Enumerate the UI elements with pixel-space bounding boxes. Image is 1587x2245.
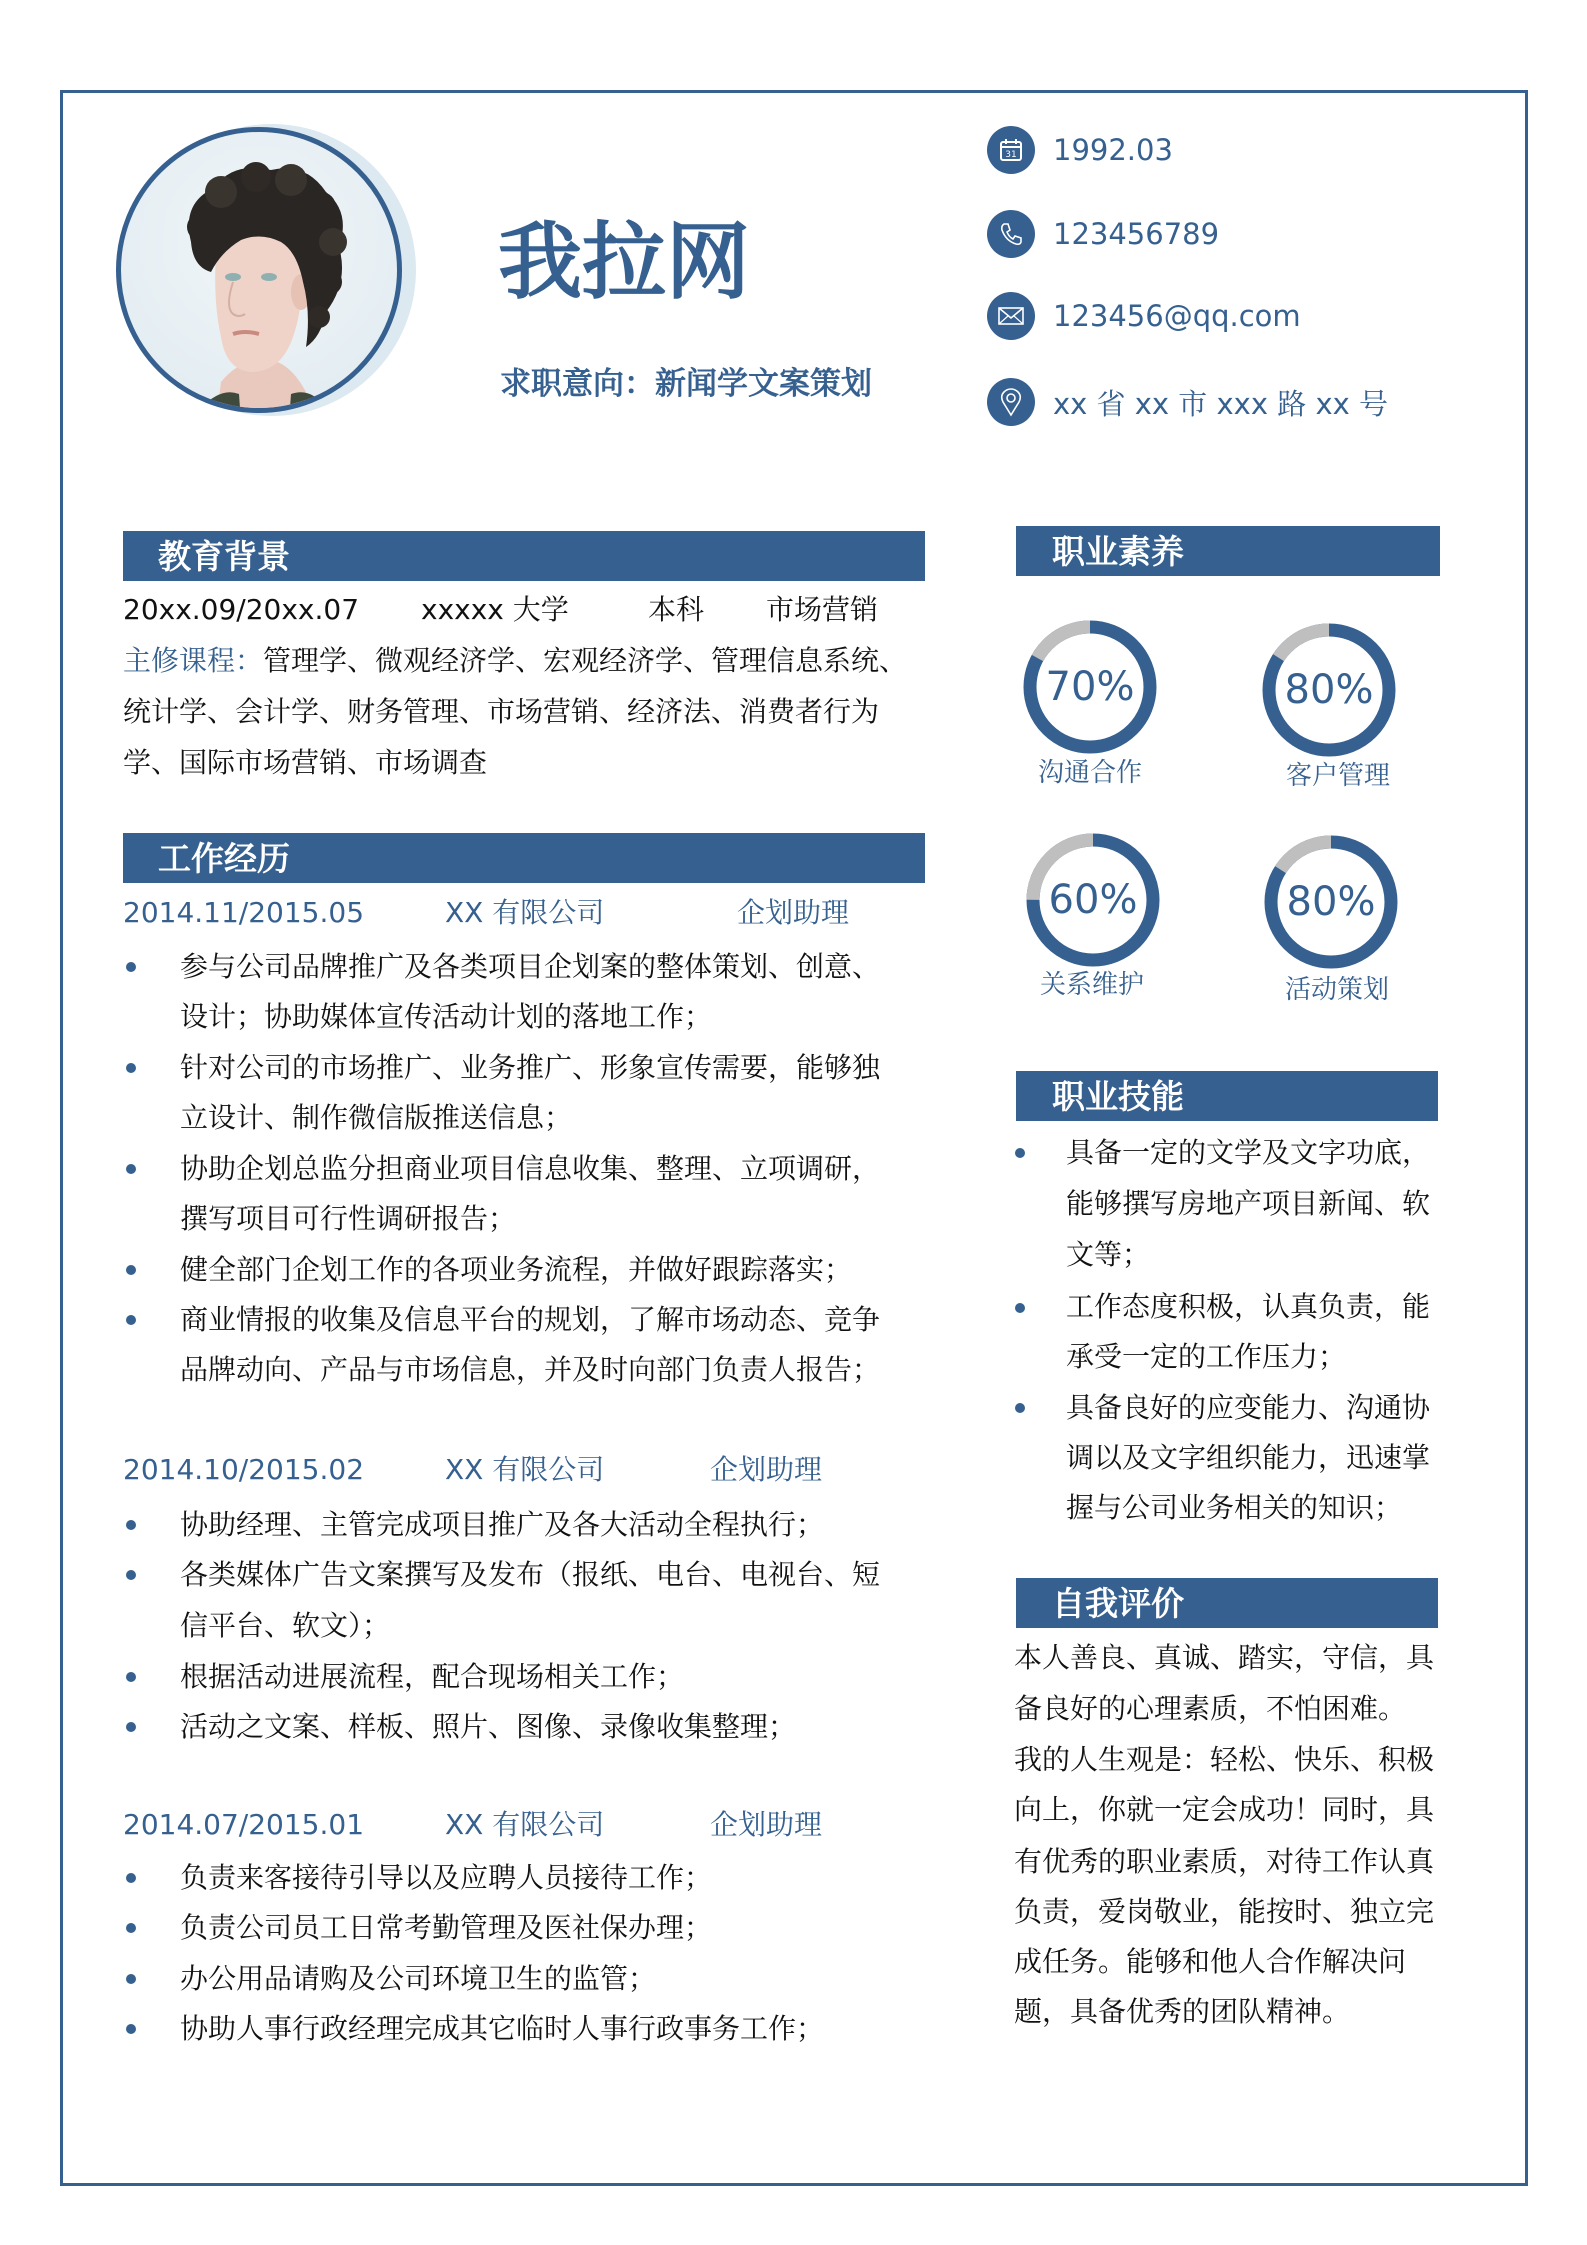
self-eval-line-4: 向上，你就一定会成功！同时，具 <box>1014 1793 1435 1826</box>
skill-ring-relationship <box>1026 833 1160 967</box>
bullet-icon <box>126 1974 136 1984</box>
address-text: xx 省 xx 市 xxx 路 xx 号 <box>1053 386 1388 421</box>
calendar-icon <box>987 126 1035 174</box>
job-1-bullet-1-line-1: 参与公司品牌推广及各类项目企划案的整体策划、创意、 <box>180 950 881 983</box>
contact-email <box>987 292 1301 340</box>
courses-line-2: 统计学、会计学、财务管理、市场营销、经济法、消费者行为 <box>123 695 880 728</box>
bullet-icon <box>126 1063 136 1073</box>
avatar <box>116 127 402 413</box>
skill-3-line-2: 调以及文字组织能力，迅速掌 <box>1066 1441 1431 1474</box>
candidate-name: 我拉网 <box>498 213 751 311</box>
courses-line-1 <box>123 636 907 686</box>
ring-percent: 70% <box>1045 664 1135 710</box>
job-intent: 求职意向：新闻学文案策划 <box>500 366 872 402</box>
bullet-icon <box>126 1315 136 1325</box>
bullet-icon <box>1015 1303 1025 1313</box>
education-school: xxxxx 大学 <box>421 593 569 626</box>
job-1-bullet-2-line-1: 针对公司的市场推广、业务推广、形象宣传需要，能够独 <box>180 1051 881 1084</box>
job-3-bullet-1-line-1: 负责来客接待引导以及应聘人员接待工作； <box>180 1861 713 1894</box>
skill-ring-communication <box>1023 620 1157 754</box>
job-1-period: 2014.11/2015.05 <box>123 896 365 929</box>
job-2-period: 2014.10/2015.02 <box>123 1453 365 1486</box>
bullet-icon <box>1015 1148 1025 1158</box>
job-1-company: XX 有限公司 <box>445 896 605 929</box>
ring-label: 客户管理 <box>1285 761 1390 791</box>
contact-phone <box>987 210 1219 258</box>
section-header-skills: 职业技能 <box>1016 1071 1438 1121</box>
portrait-illustration <box>121 132 397 408</box>
courses-label: 主修课程： <box>123 644 264 677</box>
education-major: 市场营销 <box>766 593 879 626</box>
job-1-bullet-4-line-1: 健全部门企划工作的各项业务流程，并做好跟踪落实； <box>180 1253 853 1286</box>
courses-text: 管理学、微观经济学、宏观经济学、管理信息系统、 <box>263 644 908 677</box>
job-1-bullet-5-line-1: 商业情报的收集及信息平台的规划，了解市场动态、竞争 <box>180 1303 881 1336</box>
skill-ring-customer-management <box>1262 623 1396 757</box>
self-eval-line-7: 成任务。能够和他人合作解决问 <box>1014 1945 1407 1978</box>
self-eval-line-1: 本人善良、真诚、踏实，守信，具 <box>1014 1641 1435 1674</box>
skill-1-line-2: 能够撰写房地产项目新闻、软 <box>1066 1187 1431 1220</box>
phone-text: 123456789 <box>1053 217 1220 251</box>
bullet-icon <box>126 1923 136 1933</box>
ring-label: 关系维护 <box>1039 970 1144 1000</box>
job-3-bullet-2-line-1: 负责公司员工日常考勤管理及医社保办理； <box>180 1911 713 1944</box>
job-3-company: XX 有限公司 <box>445 1808 605 1841</box>
job-2-company: XX 有限公司 <box>445 1453 605 1486</box>
job-1-role: 企划助理 <box>737 896 850 929</box>
self-eval-line-8: 题，具备优秀的团队精神。 <box>1014 1995 1351 2028</box>
bullet-icon <box>126 1520 136 1530</box>
section-header-qualities: 职业素养 <box>1016 526 1440 576</box>
section-header-experience: 工作经历 <box>123 833 925 883</box>
bullet-icon <box>1015 1403 1025 1413</box>
bullet-icon <box>126 2024 136 2034</box>
phone-icon <box>987 210 1035 258</box>
job-1-bullet-5-line-2: 品牌动向、产品与市场信息，并及时向部门负责人报告； <box>180 1353 881 1386</box>
self-eval-line-3: 我的人生观是：轻松、快乐、积极 <box>1014 1743 1435 1776</box>
skill-1-line-1: 具备一定的文学及文字功底， <box>1066 1136 1431 1169</box>
bullet-icon <box>126 1265 136 1275</box>
ring-percent: 60% <box>1048 877 1138 923</box>
bullet-icon <box>126 1570 136 1580</box>
skill-1-line-3: 文等； <box>1066 1238 1151 1271</box>
ring-label: 活动策划 <box>1284 975 1389 1005</box>
skill-2-line-2: 承受一定的工作压力； <box>1066 1340 1347 1373</box>
location-pin-icon <box>987 378 1035 426</box>
job-2-bullet-2-line-2: 信平台、软文）； <box>180 1609 391 1642</box>
ring-label: 沟通合作 <box>1037 758 1142 788</box>
bullet-icon <box>126 1722 136 1732</box>
skill-ring-event-planning <box>1264 835 1398 969</box>
self-eval-line-5: 有优秀的职业素质，对待工作认真 <box>1014 1845 1435 1878</box>
skill-2-line-1: 工作态度积极，认真负责，能 <box>1066 1290 1431 1323</box>
contact-birthdate <box>987 126 1173 174</box>
mail-icon <box>987 292 1035 340</box>
job-1-bullet-3-line-1: 协助企划总监分担商业项目信息收集、整理、立项调研， <box>180 1152 881 1185</box>
skill-3-line-3: 握与公司业务相关的知识； <box>1066 1491 1403 1524</box>
education-degree: 本科 <box>648 593 705 626</box>
job-1-bullet-1-line-2: 设计；协助媒体宣传活动计划的落地工作； <box>180 1000 713 1033</box>
bullet-icon <box>126 1164 136 1174</box>
section-header-self-evaluation: 自我评价 <box>1016 1578 1438 1628</box>
job-3-period: 2014.07/2015.01 <box>123 1808 365 1841</box>
job-2-bullet-3-line-1: 根据活动进展流程，配合现场相关工作； <box>180 1660 685 1693</box>
self-eval-line-2: 备良好的心理素质，不怕困难。 <box>1014 1692 1407 1725</box>
job-2-bullet-4-line-1: 活动之文案、样板、照片、图像、录像收集整理； <box>180 1710 797 1743</box>
ring-percent: 80% <box>1286 879 1376 925</box>
job-2-bullet-1-line-1: 协助经理、主管完成项目推广及各大活动全程执行； <box>180 1508 825 1541</box>
job-1-bullet-3-line-2: 撰写项目可行性调研报告； <box>180 1202 517 1235</box>
email-text: 123456@qq.com <box>1053 299 1301 333</box>
birthdate-text: 1992.03 <box>1053 133 1173 167</box>
ring-percent: 80% <box>1284 667 1374 713</box>
job-2-role: 企划助理 <box>710 1453 823 1486</box>
bullet-icon <box>126 962 136 972</box>
job-3-bullet-4-line-1: 协助人事行政经理完成其它临时人事行政事务工作； <box>180 2012 825 2045</box>
job-2-bullet-2-line-1: 各类媒体广告文案撰写及发布（报纸、电台、电视台、短 <box>180 1558 881 1591</box>
courses-line-3: 学、国际市场营销、市场调查 <box>123 746 488 779</box>
bullet-icon <box>126 1873 136 1883</box>
skill-3-line-1: 具备良好的应变能力、沟通协 <box>1066 1391 1431 1424</box>
job-3-role: 企划助理 <box>710 1808 823 1841</box>
education-period: 20xx.09/20xx.07 <box>123 593 360 626</box>
svg-text:31: 31 <box>1005 150 1017 160</box>
self-eval-line-6: 负责，爱岗敬业，能按时、独立完 <box>1014 1895 1435 1928</box>
section-header-education: 教育背景 <box>123 531 925 581</box>
bullet-icon <box>126 1672 136 1682</box>
job-1-bullet-2-line-2: 立设计、制作微信版推送信息； <box>180 1101 573 1134</box>
contact-address <box>987 378 1388 426</box>
job-3-bullet-3-line-1: 办公用品请购及公司环境卫生的监管； <box>180 1962 657 1995</box>
